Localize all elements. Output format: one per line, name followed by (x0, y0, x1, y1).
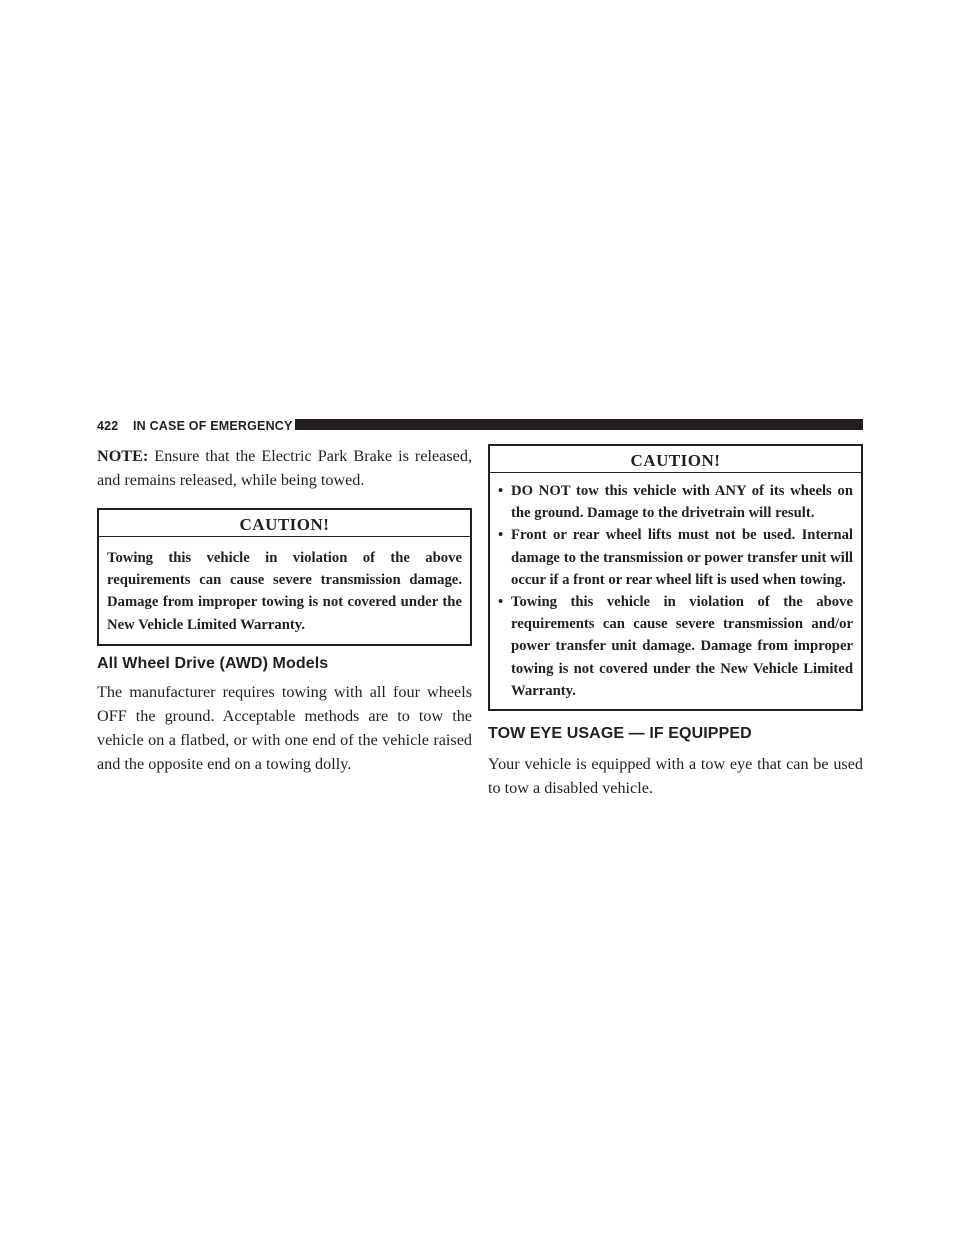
note-text: Ensure that the Electric Park Brake is released, and remains released, while being towed. (97, 447, 472, 489)
caution-title: CAUTION! (99, 510, 470, 537)
bullet-icon: • (498, 594, 504, 611)
header-rule (295, 419, 863, 430)
caution-bullet-item (498, 524, 853, 591)
caution-box-wheels (488, 444, 863, 711)
bullet-icon: • (498, 527, 504, 544)
tow-eye-heading: TOW EYE USAGE — IF EQUIPPED (488, 725, 752, 743)
page-number: 422 (97, 419, 119, 433)
left-column (97, 444, 472, 776)
bullet-text: DO NOT tow this vehicle with ANY of its wheels on the ground. Damage to the drivetrain will result. (511, 483, 853, 522)
tow-eye-paragraph: Your vehicle is equipped with a tow eye that can be used to tow a disabled vehicle. (488, 755, 863, 798)
caution-text: Towing this vehicle in violation of the above requirements can cause severe transmission damage. Damage from improper towing is not covered under the New Vehicle Limited Warranty. (107, 550, 462, 633)
bullet-icon: • (498, 483, 504, 499)
awd-paragraph: The manufacturer requires towing with all four wheels OFF the ground. Acceptable methods are to tow the vehicle on a flatbed, or with one end of the vehicle raised and the opposite end on a towing dolly. (97, 682, 472, 773)
bullet-text: Front or rear wheel lifts must not be used. Internal damage to the transmission or power transfer unit will occur if a front or rear wheel lift is used when towing. (511, 527, 853, 588)
caution-title: CAUTION! (490, 446, 861, 473)
right-column (488, 444, 863, 800)
awd-heading: All Wheel Drive (AWD) Models (97, 654, 329, 672)
caution-bullet-item (498, 480, 853, 524)
caution-bullet-item (498, 591, 853, 702)
section-title: IN CASE OF EMERGENCY (133, 419, 293, 433)
note-label: NOTE: (97, 447, 149, 465)
page-header (97, 416, 863, 436)
caution-box-towing (97, 508, 472, 646)
note-paragraph (97, 444, 472, 492)
caution-bullet-list (490, 473, 861, 709)
bullet-text: Towing this vehicle in violation of the above requirements can cause severe transmission and/or power transfer unit damage. Damage from improper towing is not covered under the New Vehicle Limited Warranty. (511, 594, 853, 699)
